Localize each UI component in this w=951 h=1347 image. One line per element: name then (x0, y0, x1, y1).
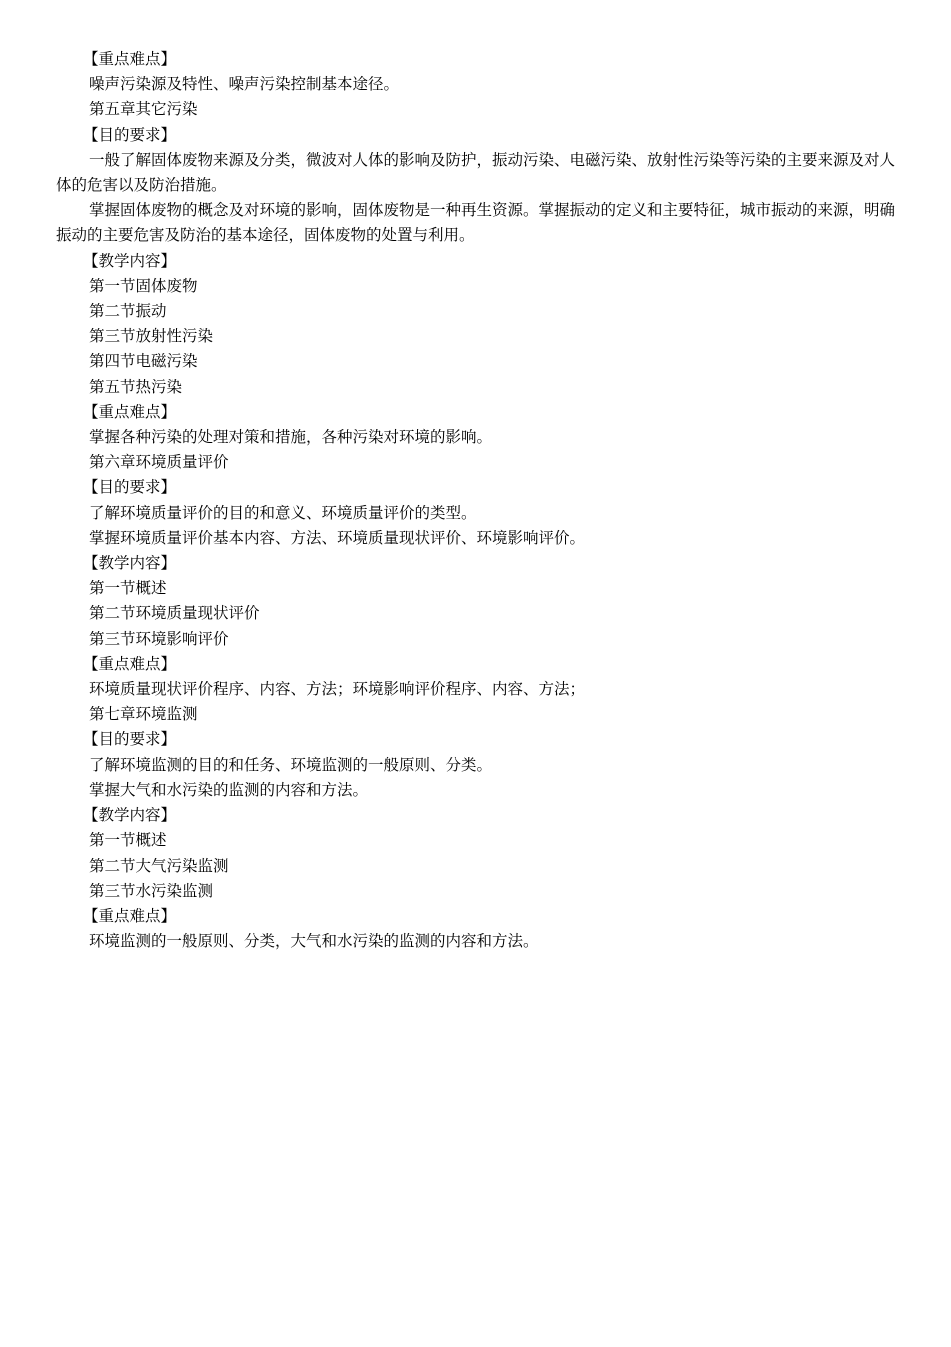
section-item: 第三节环境影响评价 (89, 629, 229, 648)
section-heading-teaching-content: 【教学内容】 (83, 806, 177, 825)
document-page (56, 47, 898, 954)
section-heading-objectives: 【目的要求】 (83, 478, 177, 497)
chapter-title-6: 第六章环境质量评价 (89, 453, 229, 472)
section-item: 第一节概述 (89, 579, 167, 598)
section-item: 第二节大气污染监测 (89, 856, 229, 875)
section-heading-key-points: 【重点难点】 (83, 654, 177, 673)
paragraph-text: 掌握环境质量评价基本内容、方法、环境质量现状评价、环境影响评价。 (89, 528, 586, 547)
paragraph-text: 噪声污染源及特性、噪声污染控制基本途径。 (89, 75, 400, 94)
section-heading-key-points: 【重点难点】 (83, 906, 177, 925)
section-heading-teaching-content: 【教学内容】 (83, 251, 177, 270)
section-item: 第一节概述 (89, 831, 167, 850)
section-item: 第二节振动 (89, 302, 167, 321)
section-item: 第二节环境质量现状评价 (89, 604, 260, 623)
section-heading-teaching-content: 【教学内容】 (83, 554, 177, 573)
paragraph-text: 一般了解固体废物来源及分类，微波对人体的影响及防护，振动污染、电磁污染、放射性污染等污染的主要来源及对人体的危害以及防治措施。 (56, 150, 896, 195)
paragraph-text: 掌握大气和水污染的监测的内容和方法。 (89, 780, 369, 799)
paragraph-text: 了解环境监测的目的和任务、环境监测的一般原则、分类。 (89, 755, 493, 774)
paragraph-text: 环境监测的一般原则、分类，大气和水污染的监测的内容和方法。 (89, 932, 539, 951)
section-heading-key-points: 【重点难点】 (83, 402, 177, 421)
chapter-title-5: 第五章其它污染 (89, 100, 198, 119)
paragraph-text: 掌握固体废物的概念及对环境的影响，固体废物是一种再生资源。掌握振动的定义和主要特征，城市振动的来源，明确振动的主要危害及防治的基本途径，固体废物的处置与利用。 (56, 201, 896, 245)
section-heading-objectives: 【目的要求】 (83, 125, 177, 144)
paragraph-text: 了解环境质量评价的目的和意义、环境质量评价的类型。 (89, 503, 477, 522)
section-item: 第三节放射性污染 (89, 327, 214, 346)
paragraph-text: 环境质量现状评价程序、内容、方法；环境影响评价程序、内容、方法； (89, 680, 586, 699)
section-item: 第三节水污染监测 (89, 881, 214, 900)
section-item: 第一节固体废物 (89, 276, 198, 295)
section-heading-key-points: 【重点难点】 (83, 50, 177, 68)
chapter-title-7: 第七章环境监测 (89, 705, 198, 724)
section-item: 第五节热污染 (89, 377, 183, 396)
section-item: 第四节电磁污染 (89, 352, 198, 371)
paragraph-text: 掌握各种污染的处理对策和措施，各种污染对环境的影响。 (89, 428, 493, 447)
section-heading-objectives: 【目的要求】 (83, 730, 177, 749)
